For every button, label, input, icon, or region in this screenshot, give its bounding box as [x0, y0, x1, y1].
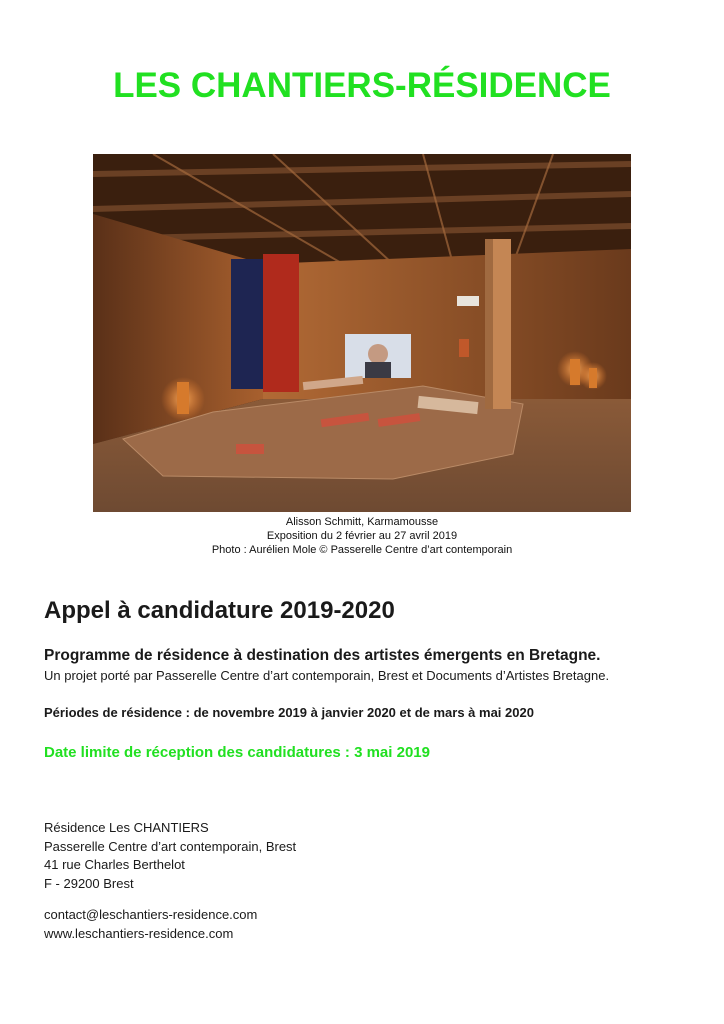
caption-exhibition-dates: Exposition du 2 février au 27 avril 2019 [266, 530, 458, 542]
caption-artwork: Alisson Schmitt, Karmamousse [285, 516, 439, 528]
contact-info [44, 906, 257, 943]
address-line-city: F - 29200 Brest [44, 875, 134, 891]
exhibition-photo [93, 154, 631, 512]
caption-photo-credit: Photo : Aurélien Mole © Passerelle Centre d’art contemporain [211, 544, 513, 556]
address-line-org: Passerelle Centre d’art contemporain, Brest [44, 838, 297, 854]
project-description: Un projet porté par Passerelle Centre d’art contemporain, Brest et Documents d’Artistes Bretagne. [44, 668, 610, 683]
photo-caption [93, 515, 631, 557]
website-link[interactable]: www.leschantiers-residence.com [44, 925, 234, 941]
address-line-name: Résidence Les CHANTIERS [44, 820, 209, 835]
program-description: Programme de résidence à destination des artistes émergents en Bretagne. [44, 647, 601, 664]
call-heading: Appel à candidature 2019-2020 [44, 597, 395, 624]
postal-address [44, 819, 296, 893]
page-title: LES CHANTIERS-RÉSIDENCE [113, 66, 611, 105]
residency-periods: Périodes de résidence : de novembre 2019 à janvier 2020 et de mars à mai 2020 [44, 705, 534, 720]
application-deadline: Date limite de réception des candidatures : 3 mai 2019 [44, 744, 430, 761]
address-line-street: 41 rue Charles Berthelot [44, 857, 185, 872]
email-link[interactable]: contact@leschantiers-residence.com [44, 907, 258, 922]
